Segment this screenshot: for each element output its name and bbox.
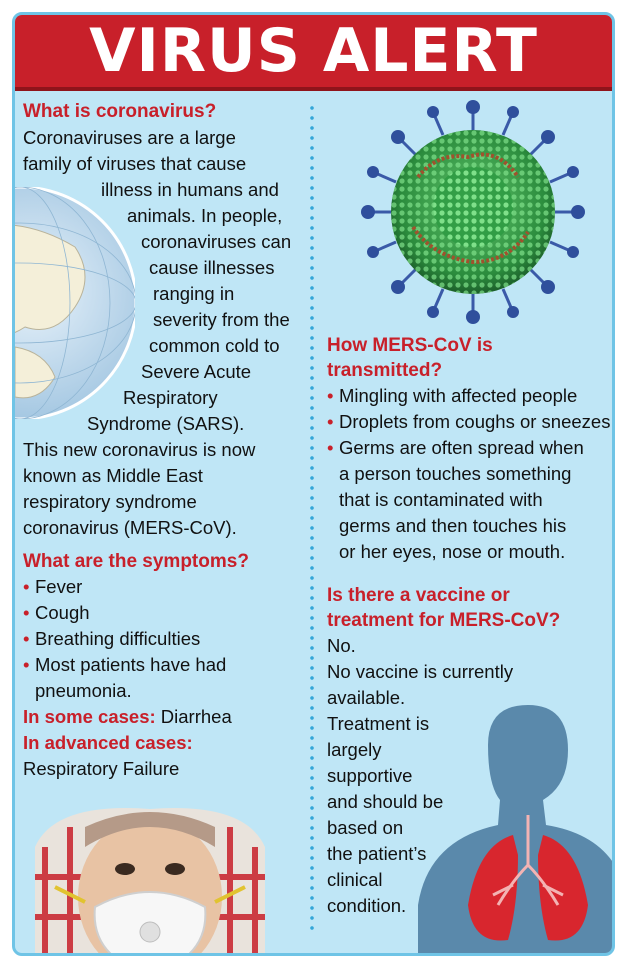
vaccine-line: based on — [327, 817, 404, 838]
vaccine-line: and should be — [327, 791, 444, 812]
list-item: • Fever — [23, 574, 313, 600]
vaccine-line: Treatment is — [327, 713, 430, 734]
symptoms-list — [23, 574, 313, 704]
transmission-heading-line2: transmitted? — [327, 360, 443, 381]
coronavirus-illustration — [358, 97, 588, 327]
transmission-heading-line1: How MERS-CoV is — [327, 335, 493, 356]
page-title: VIRUS ALERT — [89, 16, 538, 86]
vaccine-body — [327, 633, 612, 919]
what-is-line: severity from the — [153, 309, 290, 330]
what-is-line: Coronaviruses are a large — [23, 127, 236, 148]
vaccine-line: the patient’s — [327, 843, 427, 864]
what-is-line: coronavirus (MERS-CoV). — [23, 517, 237, 538]
list-item: • Droplets from coughs or sneezes — [327, 409, 612, 435]
advanced-cases-label: In advanced cases: — [23, 732, 193, 753]
what-is-line: coronaviruses can — [141, 231, 292, 252]
list-item-text: • Most patients have had — [35, 654, 227, 675]
advanced-cases-value: Respiratory Failure — [23, 758, 180, 779]
vaccine-line: supportive — [327, 765, 413, 786]
what-is-line: cause illnesses — [149, 257, 275, 278]
what-is-line: known as Middle East — [23, 465, 203, 486]
some-cases-value: Diarrhea — [155, 706, 232, 727]
what-is-line: ranging in — [153, 283, 235, 304]
vaccine-section — [327, 583, 612, 919]
list-item-text: • Germs are often spread when — [339, 437, 584, 458]
some-cases-line — [23, 704, 313, 730]
what-is-line: This new coronavirus is now — [23, 439, 256, 460]
what-is-body — [23, 125, 313, 541]
vaccine-line: No. — [327, 635, 356, 656]
list-item-text: that is contaminated with — [339, 489, 543, 510]
what-is-line: common cold to — [149, 335, 280, 356]
vaccine-line: available. — [327, 687, 406, 708]
info-panel — [12, 12, 615, 956]
symptoms-heading: What are the symptoms? — [23, 551, 249, 572]
vaccine-line: largely — [327, 739, 382, 760]
list-item-text: pneumonia. — [35, 680, 132, 701]
what-is-section — [23, 99, 313, 124]
vaccine-line: condition. — [327, 895, 407, 916]
what-is-heading: What is coronavirus? — [23, 101, 217, 122]
list-item — [327, 435, 612, 565]
transmission-list — [327, 383, 612, 565]
list-item-text: or her eyes, nose or mouth. — [339, 541, 566, 562]
what-is-line: respiratory syndrome — [23, 491, 197, 512]
what-is-line: Respiratory — [123, 387, 218, 408]
vaccine-heading-line2: treatment for MERS-CoV? — [327, 610, 561, 631]
vaccine-line: clinical — [327, 869, 383, 890]
what-is-line: illness in humans and — [101, 179, 279, 200]
vaccine-line: No vaccine is currently — [327, 661, 514, 682]
child-with-mask-photo — [25, 807, 275, 956]
what-is-line: Severe Acute — [141, 361, 252, 382]
symptoms-section — [23, 549, 313, 782]
vaccine-heading-line1: Is there a vaccine or — [327, 585, 510, 606]
what-is-line: animals. In people, — [127, 205, 283, 226]
list-item-text: a person touches something — [339, 463, 572, 484]
list-item — [23, 652, 313, 704]
transmission-section — [327, 333, 612, 565]
title-banner — [15, 15, 612, 91]
what-is-line: family of viruses that cause — [23, 153, 247, 174]
list-item: • Breathing difficulties — [23, 626, 313, 652]
list-item: • Mingling with affected people — [327, 383, 612, 409]
list-item-text: germs and then touches his — [339, 515, 567, 536]
some-cases-label: In some cases: — [23, 706, 156, 727]
what-is-line: Syndrome (SARS). — [87, 413, 245, 434]
list-item: • Cough — [23, 600, 313, 626]
